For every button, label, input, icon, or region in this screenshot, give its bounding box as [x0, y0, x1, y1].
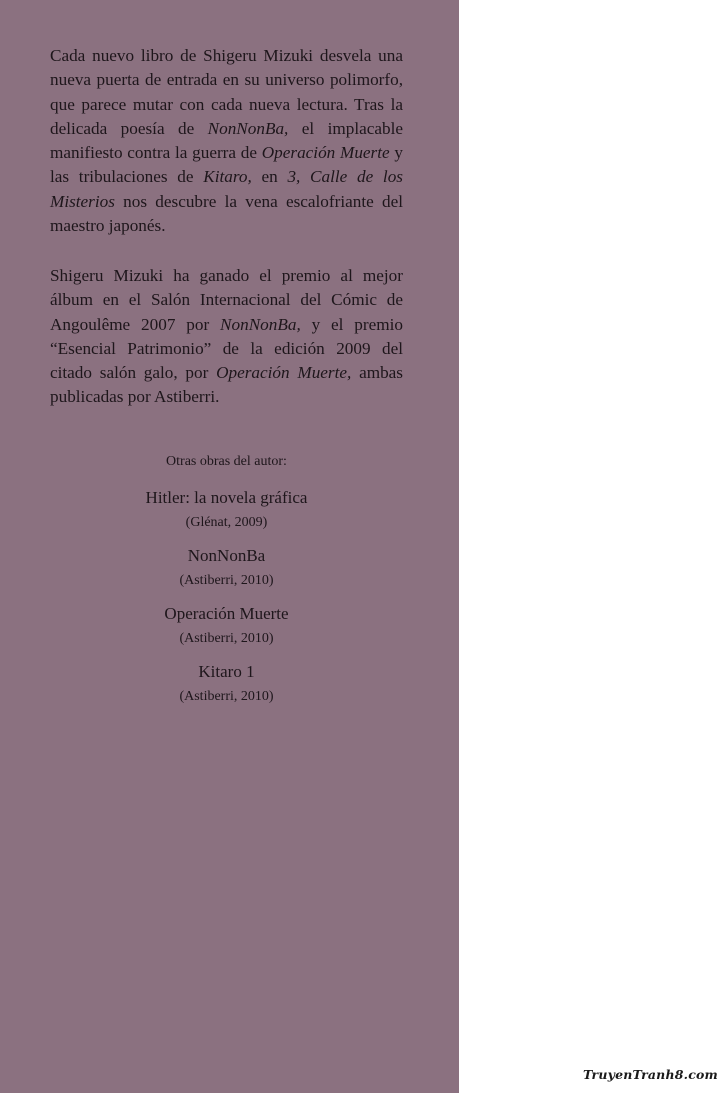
work-publisher: (Glénat, 2009) [185, 515, 268, 530]
book-title-emphasis: Kitaro, [203, 167, 252, 187]
work-title: Hitler: la novela gráfica [145, 488, 308, 507]
work-item [50, 488, 403, 532]
book-title-emphasis: 3, Calle de los Misterios [50, 167, 403, 211]
book-title-emphasis: NonNonBa, [207, 118, 289, 138]
book-title-emphasis: Operación Muerte [261, 143, 390, 163]
work-title: NonNonBa [187, 546, 266, 565]
blurb-text: ambas publicadas por Astiberri. [50, 363, 403, 407]
work-publisher: (Astiberri, 2010) [179, 573, 274, 588]
blurb-paragraph-1 [50, 44, 403, 238]
book-title-emphasis: Operación Muerte, [216, 363, 352, 383]
work-item [50, 662, 403, 706]
work-publisher: (Astiberri, 2010) [179, 689, 274, 704]
blurb-text: y el premio “Esencial Patrimonio” de la edición 2009 del citado salón galo, por [50, 314, 403, 383]
blurb-text: nos descubre la vena escalofriante del maestro japonés. [50, 191, 403, 236]
work-item [50, 604, 403, 648]
blurb-text: en [251, 167, 288, 187]
book-title-emphasis: NonNonBa, [220, 314, 301, 334]
blurb-text: Shigeru Mizuki ha ganado el premio al mejor álbum en el Salón Internacional del Cómic de Angoulême 2007 por [50, 266, 403, 334]
blurb-paragraph-2 [50, 264, 403, 410]
blurb-text: Cada nuevo libro de Shigeru Mizuki desvela una nueva puerta de entrada en su universo polimorfo, que parece mutar con cada nueva lectura. Tras la delicada poesía de [50, 46, 403, 138]
blurb-text: y las tribulaciones de [50, 143, 403, 187]
work-title: Kitaro 1 [198, 662, 255, 681]
other-works-section [50, 454, 403, 720]
work-title: Operación Muerte [164, 604, 289, 623]
site-watermark: TruyenTranh8.com [582, 1067, 718, 1082]
blurb-text: el implacable manifiesto contra la guerra de [50, 118, 403, 163]
work-publisher: (Astiberri, 2010) [179, 631, 274, 646]
other-works-heading: Otras obras del autor: [166, 454, 287, 469]
work-item [50, 546, 403, 590]
